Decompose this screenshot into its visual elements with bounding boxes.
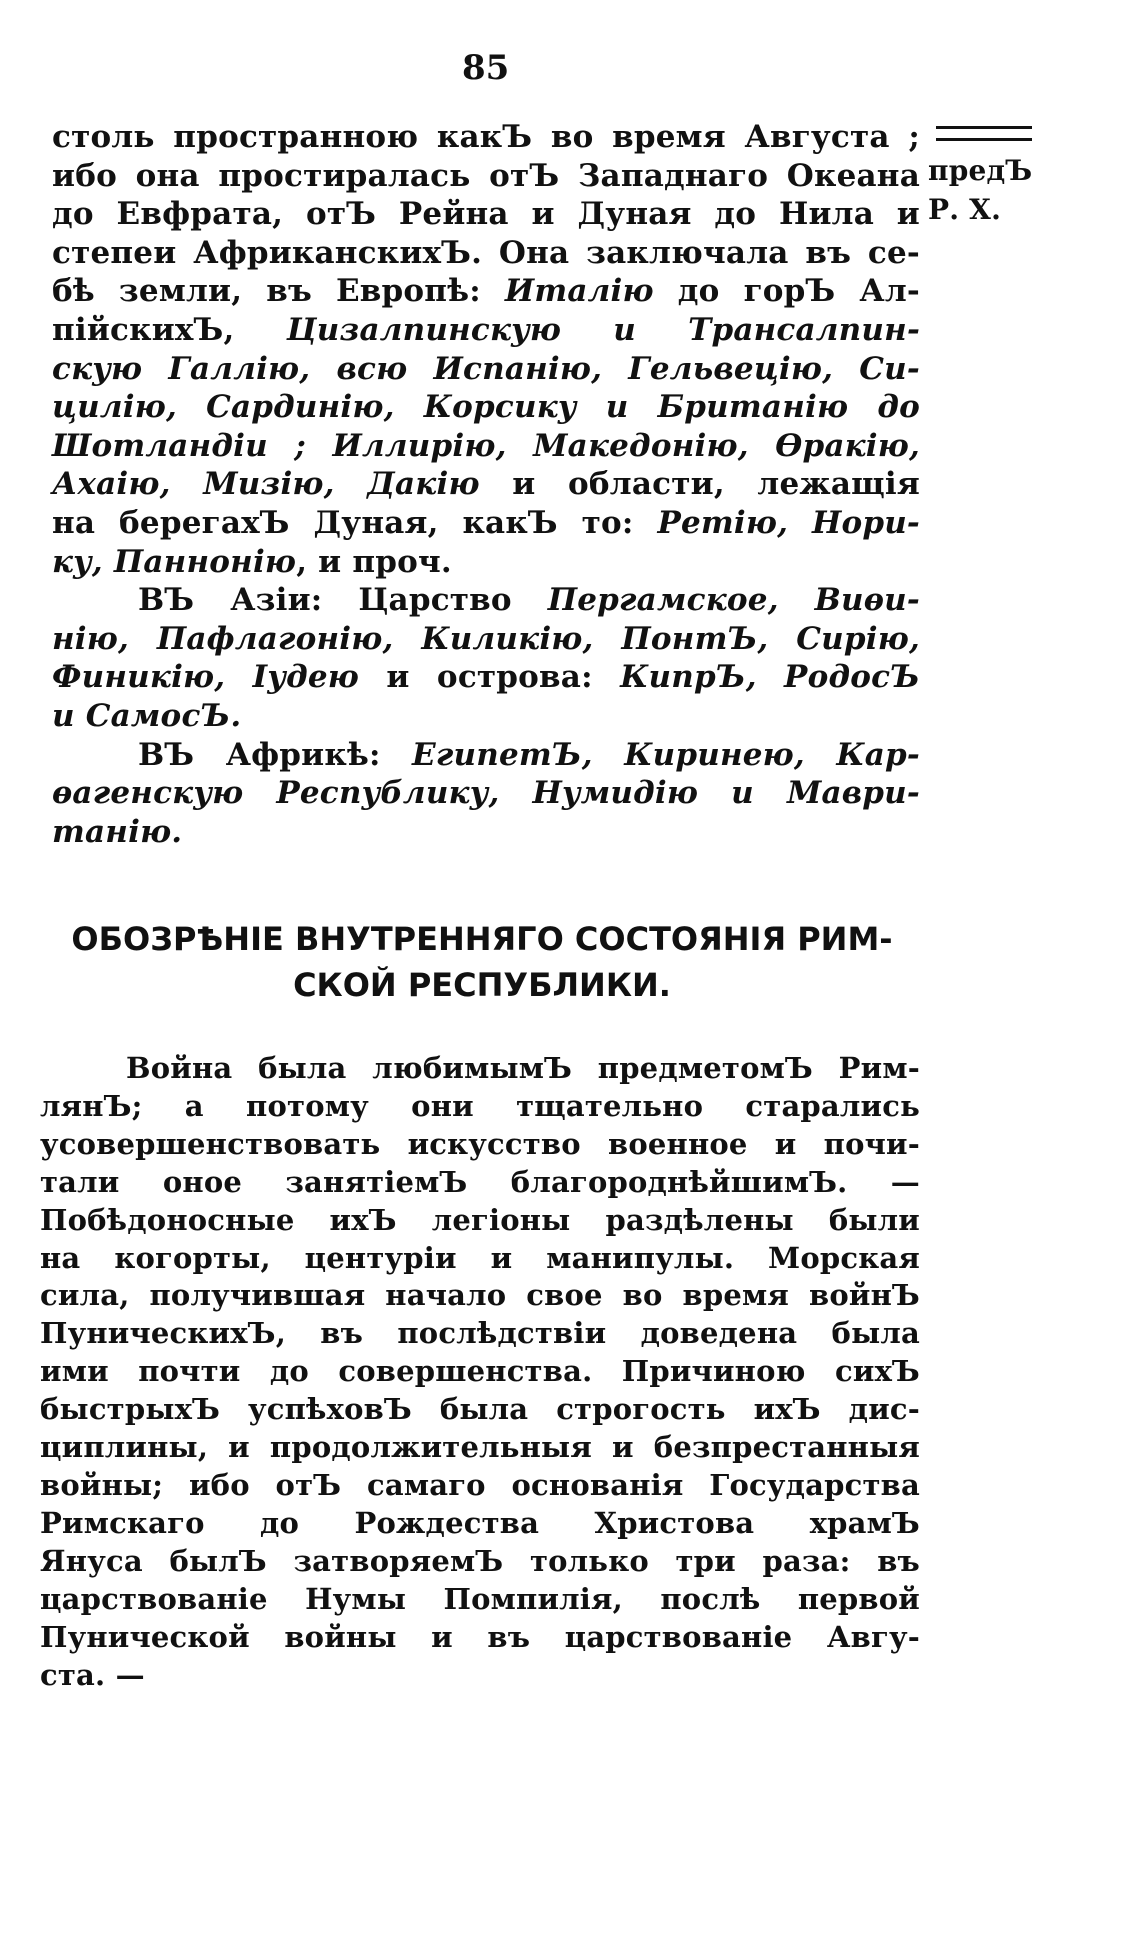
text-line: столь пространною какЪ во время Августа ; bbox=[52, 119, 920, 155]
text-line: ибо она простиралась отЪ Западнаго Океана bbox=[52, 157, 920, 194]
text-line: до Евфрата, отЪ Рейна и Дуная до Нила и bbox=[52, 196, 920, 233]
italic-run: скую Галлію, всю Испанію, Гельвецію, Си- bbox=[52, 350, 920, 387]
section-1-text bbox=[52, 118, 920, 851]
italic-run: Ахаію, Мизію, Дакію bbox=[52, 466, 480, 503]
margin-rule bbox=[936, 126, 1032, 141]
italic-run: ЕгипетЪ, Киринею, Кар- bbox=[412, 736, 920, 773]
text-run: ВЪ Азіи: Царство bbox=[138, 582, 548, 619]
text-line: тали оное занятіемЪ благороднѣйшимЪ. — bbox=[40, 1164, 920, 1199]
italic-run: Цизалпинскую и Трансалпин- bbox=[286, 311, 921, 348]
italic-run: нію, Пафлагонію, Киликію, ПонтЪ, Сирію, bbox=[52, 620, 920, 657]
text-run: ВЪ Африкѣ: bbox=[138, 736, 413, 773]
text-run: и острова: bbox=[359, 659, 621, 696]
page-number: 85 bbox=[462, 48, 510, 88]
text-line: Пунической войны и въ царствованіе Авгу- bbox=[40, 1619, 920, 1654]
text-run: пійскихЪ, bbox=[52, 311, 287, 348]
italic-run: танію. bbox=[52, 813, 183, 850]
text-line: войны; ибо отЪ самаго основанія Государства bbox=[40, 1467, 920, 1502]
text-line: циплины, и продолжительныя и безпрестанныя bbox=[40, 1430, 920, 1465]
text-line: быстрыхЪ успѣховЪ была строгость ихЪ дис- bbox=[40, 1392, 920, 1427]
text-line bbox=[52, 543, 920, 582]
text-line: усовершенствовать искусство военное и почи- bbox=[40, 1126, 920, 1161]
section-heading bbox=[40, 916, 924, 1008]
text-line: ста. — bbox=[40, 1657, 145, 1692]
italic-run: Финикію, Іудею bbox=[52, 659, 360, 696]
text-line bbox=[52, 658, 920, 697]
text-line: Побѣдоносные ихЪ легіоны раздѣлены были bbox=[40, 1202, 920, 1237]
italic-run: Италію bbox=[504, 273, 654, 310]
italic-run: и СамосЪ. bbox=[52, 697, 242, 734]
text-line: ПуническихЪ, въ послѣдствіи доведена была bbox=[40, 1316, 920, 1351]
text-line bbox=[52, 736, 920, 775]
text-line: Римскаго до Рождества Христова храмЪ bbox=[40, 1505, 920, 1540]
text-run: на берегахЪ Дуная, какЪ то: bbox=[52, 504, 658, 541]
text-line bbox=[52, 272, 920, 311]
text-line: Война была любимымЪ предметомЪ Рим- bbox=[126, 1051, 920, 1085]
margin-note-line-2: Р. Х. bbox=[928, 192, 1002, 226]
text-line: на когорты, центуріи и манипулы. Морская bbox=[40, 1240, 920, 1275]
text-run: и области, лежащія bbox=[479, 466, 920, 503]
italic-run: КипрЪ, РодосЪ bbox=[620, 659, 921, 696]
italic-run: Ретію, Нори- bbox=[657, 504, 920, 541]
italic-run: ѳагенскую Республику, Нумидію и Маври- bbox=[52, 775, 920, 812]
text-line bbox=[52, 504, 920, 543]
text-line bbox=[52, 311, 920, 350]
margin-note bbox=[928, 152, 1038, 229]
text-line bbox=[52, 350, 920, 389]
text-run: , и проч. bbox=[296, 543, 452, 580]
italic-run: ку, Паннонію bbox=[52, 543, 297, 580]
text-run: бѣ земли, въ Европѣ: bbox=[52, 273, 505, 310]
text-line bbox=[52, 697, 920, 736]
text-line bbox=[52, 465, 920, 504]
text-line bbox=[52, 581, 920, 620]
text-line bbox=[52, 620, 920, 659]
text-line: степеи АфриканскихЪ. Она заключала въ се- bbox=[52, 234, 920, 271]
section-heading-line-1: ОБОЗРѢНІЕ ВНУТРЕННЯГО СОСТОЯНІЯ РИМ- bbox=[71, 920, 893, 958]
text-line: лянЪ; а потому они тщательно старались bbox=[40, 1088, 920, 1123]
text-line bbox=[52, 813, 920, 852]
italic-run: Шотландіи ; Иллирію, Македонію, Ѳракію, bbox=[52, 427, 920, 464]
text-line: ими почти до совершенства. Причиною сихЪ bbox=[40, 1354, 920, 1389]
text-run: до горЪ Ал- bbox=[653, 273, 920, 310]
text-line bbox=[52, 427, 920, 466]
text-line bbox=[52, 774, 920, 813]
text-line: царствованіе Нумы Помпилія, послѣ первой bbox=[40, 1581, 920, 1616]
text-line: сила, получившая начало свое во время войнЪ bbox=[40, 1278, 920, 1313]
text-line: Януса былЪ затворяемЪ только три раза: въ bbox=[40, 1543, 920, 1578]
section-2-text bbox=[40, 1050, 920, 1694]
italic-run: Пергамское, Виѳи- bbox=[547, 582, 920, 619]
italic-run: цилію, Сардинію, Корсику и Британію до bbox=[52, 389, 920, 426]
section-heading-line-2: СКОЙ РЕСПУБЛИКИ. bbox=[293, 966, 671, 1004]
text-line bbox=[52, 388, 920, 427]
margin-note-line-1: предЪ bbox=[928, 154, 1033, 187]
